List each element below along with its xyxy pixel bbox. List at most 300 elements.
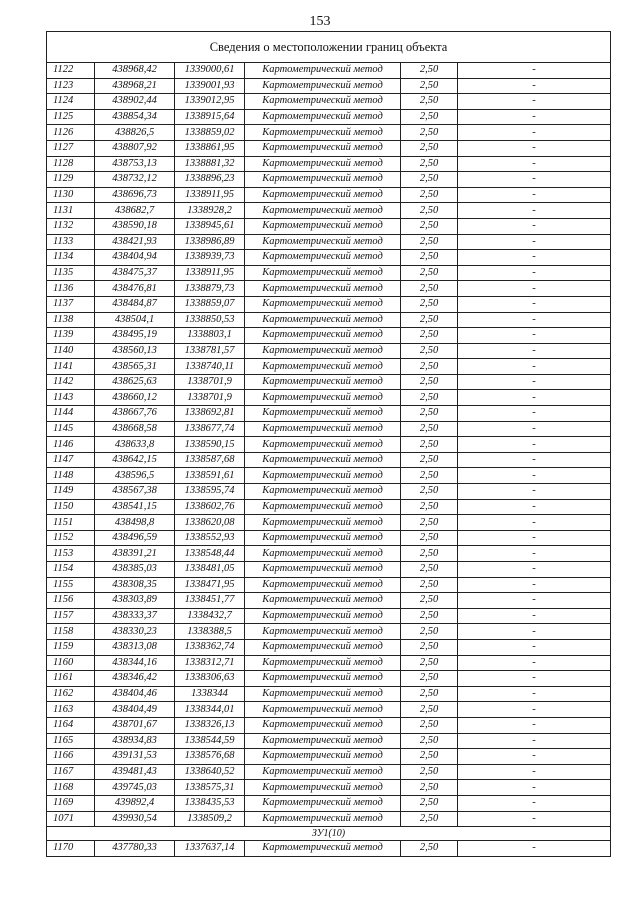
cell-method: Картометрический метод [245, 639, 401, 655]
table-row [47, 78, 611, 94]
cell-coord-x: 438421,93 [95, 234, 175, 250]
cell-coord-y: 1338552,93 [175, 530, 245, 546]
cell-coord-y: 1338595,74 [175, 484, 245, 500]
cell-point-number: 1135 [47, 265, 95, 281]
cell-accuracy: 2,50 [401, 140, 458, 156]
cell-description: - [458, 281, 611, 297]
table-row [47, 390, 611, 406]
cell-coord-x: 438565,31 [95, 359, 175, 375]
cell-accuracy: 2,50 [401, 530, 458, 546]
cell-accuracy: 2,50 [401, 78, 458, 94]
cell-accuracy: 2,50 [401, 608, 458, 624]
cell-accuracy: 2,50 [401, 312, 458, 328]
cell-coord-y: 1338859,02 [175, 125, 245, 141]
cell-point-number: 1143 [47, 390, 95, 406]
cell-coord-x: 438344,16 [95, 655, 175, 671]
cell-coord-y: 1338911,95 [175, 265, 245, 281]
cell-accuracy: 2,50 [401, 437, 458, 453]
cell-description: - [458, 717, 611, 733]
cell-method: Картометрический метод [245, 702, 401, 718]
cell-description: - [458, 78, 611, 94]
cell-accuracy: 2,50 [401, 624, 458, 640]
cell-description: - [458, 328, 611, 344]
table-row [47, 671, 611, 687]
cell-point-number: 1137 [47, 296, 95, 312]
cell-accuracy: 2,50 [401, 749, 458, 765]
cell-description: - [458, 406, 611, 422]
cell-description: - [458, 296, 611, 312]
cell-coord-y: 1338306,63 [175, 671, 245, 687]
cell-method: Картометрический метод [245, 172, 401, 188]
cell-coord-x: 438475,37 [95, 265, 175, 281]
cell-point-number: 1128 [47, 156, 95, 172]
cell-coord-x: 438385,03 [95, 562, 175, 578]
cell-accuracy: 2,50 [401, 468, 458, 484]
table-row [47, 639, 611, 655]
cell-accuracy: 2,50 [401, 328, 458, 344]
cell-accuracy: 2,50 [401, 795, 458, 811]
cell-description: - [458, 562, 611, 578]
cell-coord-x: 438596,5 [95, 468, 175, 484]
table-row [47, 530, 611, 546]
table-row [47, 733, 611, 749]
cell-coord-y: 1338640,52 [175, 764, 245, 780]
cell-point-number: 1149 [47, 484, 95, 500]
table-header-row [47, 32, 611, 63]
cell-accuracy: 2,50 [401, 484, 458, 500]
cell-method: Картометрический метод [245, 764, 401, 780]
cell-method: Картометрический метод [245, 624, 401, 640]
cell-description: - [458, 702, 611, 718]
cell-method: Картометрический метод [245, 468, 401, 484]
cell-accuracy: 2,50 [401, 406, 458, 422]
cell-coord-y: 1339012,95 [175, 94, 245, 110]
cell-description: - [458, 624, 611, 640]
table-row [47, 468, 611, 484]
cell-point-number: 1150 [47, 499, 95, 515]
cell-method: Картометрический метод [245, 312, 401, 328]
cell-method: Картометрический метод [245, 452, 401, 468]
table-row [47, 374, 611, 390]
cell-coord-x: 438633,8 [95, 437, 175, 453]
cell-coord-y: 1338544,59 [175, 733, 245, 749]
cell-point-number: 1163 [47, 702, 95, 718]
cell-description: - [458, 671, 611, 687]
cell-accuracy: 2,50 [401, 296, 458, 312]
cell-coord-y: 1338879,73 [175, 281, 245, 297]
cell-coord-x: 438560,13 [95, 343, 175, 359]
cell-accuracy: 2,50 [401, 546, 458, 562]
table-row [47, 562, 611, 578]
cell-coord-x: 438696,73 [95, 187, 175, 203]
table-row [47, 140, 611, 156]
cell-point-number: 1125 [47, 109, 95, 125]
cell-accuracy: 2,50 [401, 94, 458, 110]
cell-description: - [458, 421, 611, 437]
cell-coord-x: 438498,8 [95, 515, 175, 531]
cell-accuracy: 2,50 [401, 421, 458, 437]
cell-point-number: 1168 [47, 780, 95, 796]
table-row [47, 312, 611, 328]
cell-method: Картометрический метод [245, 546, 401, 562]
cell-point-number: 1170 [47, 841, 95, 857]
cell-description: - [458, 468, 611, 484]
cell-point-number: 1132 [47, 218, 95, 234]
table-row [47, 296, 611, 312]
table-row [47, 608, 611, 624]
cell-coord-x: 438308,35 [95, 577, 175, 593]
table-row [47, 546, 611, 562]
cell-coord-y: 1338587,68 [175, 452, 245, 468]
cell-method: Картометрический метод [245, 780, 401, 796]
table-row [47, 780, 611, 796]
cell-accuracy: 2,50 [401, 452, 458, 468]
cell-point-number: 1133 [47, 234, 95, 250]
cell-coord-x: 438968,42 [95, 63, 175, 79]
cell-description: - [458, 172, 611, 188]
table-row [47, 702, 611, 718]
cell-coord-y: 1337637,14 [175, 841, 245, 857]
cell-coord-x: 439930,54 [95, 811, 175, 827]
cell-description: - [458, 140, 611, 156]
cell-coord-y: 1338344,01 [175, 702, 245, 718]
table-row [47, 764, 611, 780]
cell-description: - [458, 125, 611, 141]
cell-description: - [458, 764, 611, 780]
cell-accuracy: 2,50 [401, 343, 458, 359]
cell-point-number: 1165 [47, 733, 95, 749]
cell-method: Картометрический метод [245, 359, 401, 375]
cell-method: Картометрический метод [245, 328, 401, 344]
cell-point-number: 1147 [47, 452, 95, 468]
cell-point-number: 1146 [47, 437, 95, 453]
cell-coord-y: 1338896,23 [175, 172, 245, 188]
cell-coord-y: 1338945,61 [175, 218, 245, 234]
table-row [47, 717, 611, 733]
cell-method: Картометрический метод [245, 265, 401, 281]
cell-coord-y: 1338481,05 [175, 562, 245, 578]
cell-point-number: 1169 [47, 795, 95, 811]
cell-coord-y: 1338740,11 [175, 359, 245, 375]
table-row [47, 328, 611, 344]
cell-description: - [458, 374, 611, 390]
cell-point-number: 1140 [47, 343, 95, 359]
cell-method: Картометрический метод [245, 841, 401, 857]
cell-coord-y: 1338986,89 [175, 234, 245, 250]
cell-description: - [458, 343, 611, 359]
cell-point-number: 1148 [47, 468, 95, 484]
cell-accuracy: 2,50 [401, 671, 458, 687]
cell-method: Картометрический метод [245, 250, 401, 266]
cell-point-number: 1138 [47, 312, 95, 328]
cell-method: Картометрический метод [245, 515, 401, 531]
cell-coord-x: 438333,37 [95, 608, 175, 624]
cell-accuracy: 2,50 [401, 63, 458, 79]
cell-description: - [458, 639, 611, 655]
cell-point-number: 1164 [47, 717, 95, 733]
cell-point-number: 1139 [47, 328, 95, 344]
table-header: Сведения о местоположении границ объекта [47, 32, 611, 63]
cell-method: Картометрический метод [245, 749, 401, 765]
cell-accuracy: 2,50 [401, 764, 458, 780]
cell-description: - [458, 577, 611, 593]
cell-method: Картометрический метод [245, 390, 401, 406]
cell-accuracy: 2,50 [401, 577, 458, 593]
cell-coord-x: 438484,87 [95, 296, 175, 312]
cell-point-number: 1151 [47, 515, 95, 531]
cell-coord-y: 1338861,95 [175, 140, 245, 156]
cell-coord-y: 1338915,64 [175, 109, 245, 125]
cell-coord-y: 1339001,93 [175, 78, 245, 94]
cell-coord-x: 438404,46 [95, 686, 175, 702]
cell-coord-y: 1339000,61 [175, 63, 245, 79]
cell-coord-y: 1338590,15 [175, 437, 245, 453]
cell-point-number: 1152 [47, 530, 95, 546]
cell-accuracy: 2,50 [401, 172, 458, 188]
table-row [47, 841, 611, 857]
cell-coord-x: 438826,5 [95, 125, 175, 141]
cell-coord-y: 1338859,07 [175, 296, 245, 312]
table-row [47, 203, 611, 219]
cell-description: - [458, 109, 611, 125]
cell-coord-y: 1338602,76 [175, 499, 245, 515]
cell-point-number: 1129 [47, 172, 95, 188]
cell-description: - [458, 94, 611, 110]
cell-point-number: 1127 [47, 140, 95, 156]
cell-coord-x: 438682,7 [95, 203, 175, 219]
cell-method: Картометрический метод [245, 671, 401, 687]
cell-coord-x: 438753,13 [95, 156, 175, 172]
cell-coord-x: 437780,33 [95, 841, 175, 857]
cell-accuracy: 2,50 [401, 125, 458, 141]
cell-method: Картометрический метод [245, 203, 401, 219]
table-row [47, 624, 611, 640]
cell-coord-y: 1338312,71 [175, 655, 245, 671]
table-row [47, 265, 611, 281]
cell-coord-x: 438807,92 [95, 140, 175, 156]
cell-point-number: 1167 [47, 764, 95, 780]
cell-coord-x: 438854,34 [95, 109, 175, 125]
table-row [47, 156, 611, 172]
cell-description: - [458, 203, 611, 219]
table-row [47, 515, 611, 531]
cell-coord-x: 438902,44 [95, 94, 175, 110]
cell-coord-x: 438476,81 [95, 281, 175, 297]
cell-coord-y: 1338432,7 [175, 608, 245, 624]
cell-point-number: 1158 [47, 624, 95, 640]
cell-coord-y: 1338803,1 [175, 328, 245, 344]
cell-method: Картометрический метод [245, 234, 401, 250]
table-row [47, 686, 611, 702]
cell-description: - [458, 546, 611, 562]
cell-method: Картометрический метод [245, 109, 401, 125]
cell-description: - [458, 452, 611, 468]
cell-accuracy: 2,50 [401, 109, 458, 125]
cell-accuracy: 2,50 [401, 499, 458, 515]
boundary-table [46, 31, 611, 857]
cell-description: - [458, 218, 611, 234]
cell-coord-y: 1338692,81 [175, 406, 245, 422]
cell-method: Картометрический метод [245, 406, 401, 422]
cell-method: Картометрический метод [245, 655, 401, 671]
cell-accuracy: 2,50 [401, 686, 458, 702]
table-row [47, 250, 611, 266]
table-row [47, 63, 611, 79]
cell-description: - [458, 359, 611, 375]
cell-point-number: 1153 [47, 546, 95, 562]
cell-coord-x: 438404,49 [95, 702, 175, 718]
cell-accuracy: 2,50 [401, 562, 458, 578]
cell-description: - [458, 733, 611, 749]
cell-description: - [458, 655, 611, 671]
cell-description: - [458, 437, 611, 453]
cell-method: Картометрический метод [245, 296, 401, 312]
cell-point-number: 1144 [47, 406, 95, 422]
cell-description: - [458, 156, 611, 172]
table-row [47, 172, 611, 188]
cell-method: Картометрический метод [245, 187, 401, 203]
cell-accuracy: 2,50 [401, 515, 458, 531]
cell-coord-x: 438313,08 [95, 639, 175, 655]
cell-description: - [458, 780, 611, 796]
cell-point-number: 1142 [47, 374, 95, 390]
cell-coord-x: 438303,89 [95, 593, 175, 609]
cell-coord-y: 1338509,2 [175, 811, 245, 827]
cell-point-number: 1126 [47, 125, 95, 141]
cell-coord-y: 1338326,13 [175, 717, 245, 733]
table-row [47, 749, 611, 765]
cell-accuracy: 2,50 [401, 265, 458, 281]
cell-point-number: 1123 [47, 78, 95, 94]
cell-coord-x: 438590,18 [95, 218, 175, 234]
cell-description: - [458, 515, 611, 531]
cell-accuracy: 2,50 [401, 841, 458, 857]
section-row [47, 827, 611, 841]
cell-method: Картометрический метод [245, 281, 401, 297]
cell-point-number: 1134 [47, 250, 95, 266]
cell-method: Картометрический метод [245, 593, 401, 609]
cell-coord-x: 438496,59 [95, 530, 175, 546]
table-row [47, 499, 611, 515]
cell-description: - [458, 484, 611, 500]
cell-coord-x: 438668,58 [95, 421, 175, 437]
cell-coord-y: 1338677,74 [175, 421, 245, 437]
cell-coord-y: 1338471,95 [175, 577, 245, 593]
cell-description: - [458, 841, 611, 857]
cell-method: Картометрический метод [245, 499, 401, 515]
cell-description: - [458, 811, 611, 827]
cell-coord-x: 438642,15 [95, 452, 175, 468]
cell-coord-y: 1338911,95 [175, 187, 245, 203]
cell-method: Картометрический метод [245, 78, 401, 94]
table-row [47, 125, 611, 141]
cell-accuracy: 2,50 [401, 359, 458, 375]
cell-description: - [458, 250, 611, 266]
cell-method: Картометрический метод [245, 530, 401, 546]
cell-coord-x: 439481,43 [95, 764, 175, 780]
cell-accuracy: 2,50 [401, 187, 458, 203]
table-row [47, 421, 611, 437]
cell-accuracy: 2,50 [401, 593, 458, 609]
page-number: 153 [309, 14, 331, 29]
cell-method: Картометрический метод [245, 733, 401, 749]
cell-point-number: 1131 [47, 203, 95, 219]
cell-method: Картометрический метод [245, 437, 401, 453]
table-row [47, 795, 611, 811]
cell-coord-x: 438404,94 [95, 250, 175, 266]
cell-description: - [458, 593, 611, 609]
cell-point-number: 1155 [47, 577, 95, 593]
cell-description: - [458, 265, 611, 281]
boundary-table-container [46, 31, 610, 857]
cell-description: - [458, 63, 611, 79]
cell-coord-x: 438504,1 [95, 312, 175, 328]
cell-coord-y: 1338850,53 [175, 312, 245, 328]
cell-coord-y: 1338388,5 [175, 624, 245, 640]
table-row [47, 94, 611, 110]
cell-accuracy: 2,50 [401, 234, 458, 250]
cell-coord-y: 1338344 [175, 686, 245, 702]
cell-description: - [458, 749, 611, 765]
table-row [47, 484, 611, 500]
table-row [47, 218, 611, 234]
cell-coord-x: 439745,03 [95, 780, 175, 796]
cell-accuracy: 2,50 [401, 250, 458, 266]
cell-coord-y: 1338928,2 [175, 203, 245, 219]
cell-accuracy: 2,50 [401, 655, 458, 671]
cell-accuracy: 2,50 [401, 218, 458, 234]
cell-coord-x: 439892,4 [95, 795, 175, 811]
cell-method: Картометрический метод [245, 374, 401, 390]
cell-point-number: 1136 [47, 281, 95, 297]
cell-coord-y: 1338620,08 [175, 515, 245, 531]
cell-coord-y: 1338548,44 [175, 546, 245, 562]
cell-method: Картометрический метод [245, 795, 401, 811]
cell-description: - [458, 390, 611, 406]
cell-method: Картометрический метод [245, 421, 401, 437]
cell-coord-x: 438732,12 [95, 172, 175, 188]
cell-point-number: 1124 [47, 94, 95, 110]
cell-coord-y: 1338362,74 [175, 639, 245, 655]
table-row [47, 109, 611, 125]
table-row [47, 343, 611, 359]
cell-coord-x: 438495,19 [95, 328, 175, 344]
table-row [47, 593, 611, 609]
cell-coord-y: 1338575,31 [175, 780, 245, 796]
cell-point-number: 1154 [47, 562, 95, 578]
table-row [47, 281, 611, 297]
cell-coord-x: 438346,42 [95, 671, 175, 687]
cell-description: - [458, 530, 611, 546]
cell-coord-y: 1338781,57 [175, 343, 245, 359]
cell-method: Картометрический метод [245, 63, 401, 79]
table-row [47, 452, 611, 468]
cell-method: Картометрический метод [245, 811, 401, 827]
table-row [47, 406, 611, 422]
cell-accuracy: 2,50 [401, 156, 458, 172]
cell-description: - [458, 795, 611, 811]
table-row [47, 811, 611, 827]
cell-description: - [458, 686, 611, 702]
cell-coord-y: 1338701,9 [175, 374, 245, 390]
cell-method: Картометрический метод [245, 156, 401, 172]
cell-description: - [458, 312, 611, 328]
cell-method: Картометрический метод [245, 343, 401, 359]
cell-coord-x: 438701,67 [95, 717, 175, 733]
cell-coord-y: 1338591,61 [175, 468, 245, 484]
cell-method: Картометрический метод [245, 218, 401, 234]
cell-coord-x: 438968,21 [95, 78, 175, 94]
